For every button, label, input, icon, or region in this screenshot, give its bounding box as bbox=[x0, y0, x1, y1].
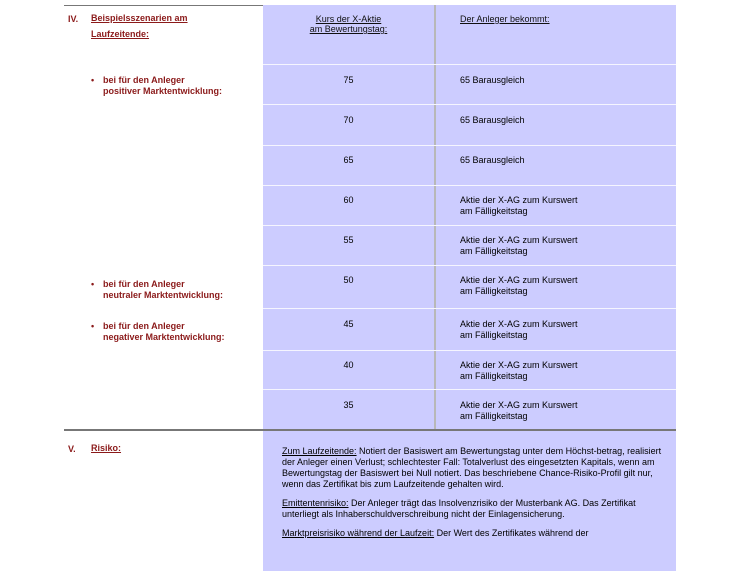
bullet-icon: • bbox=[91, 321, 95, 331]
row-divider bbox=[263, 64, 676, 65]
section-iv-numeral: IV. bbox=[68, 14, 79, 24]
row-divider bbox=[263, 389, 676, 390]
row-divider bbox=[263, 225, 676, 226]
section-v-title: Risiko: bbox=[91, 443, 122, 453]
row-divider bbox=[263, 265, 676, 266]
risk-paragraph-market: Marktpreisrisiko während der Laufzeit: Der Wert des Zertifikates während der bbox=[282, 528, 589, 538]
row-result: Aktie der X-AG zum Kurswert am Fälligkeitstag bbox=[460, 400, 578, 421]
row-price: 35 bbox=[343, 400, 354, 410]
risk-paragraph-issuer: Emittentenrisiko: Der Anleger trägt das Insolvenzrisiko der Musterbank AG. Das Zertifikat unterliegt als Inhaberschuldverschreibung nicht der Einlagensicherung. bbox=[282, 498, 636, 519]
row-price: 70 bbox=[343, 115, 354, 125]
row-result: 65 Barausgleich bbox=[460, 115, 525, 125]
row-divider bbox=[263, 104, 676, 105]
row-divider bbox=[263, 308, 676, 309]
price-column-header: Kurs der X-Aktie am Bewertungstag: bbox=[309, 14, 388, 34]
row-result: 65 Barausgleich bbox=[460, 75, 525, 85]
row-price: 55 bbox=[343, 235, 354, 245]
row-price: 75 bbox=[343, 75, 354, 85]
result-column-header: Der Anleger bekommt: bbox=[460, 14, 550, 24]
row-result: Aktie der X-AG zum Kurswert am Fälligkeitstag bbox=[460, 195, 578, 216]
row-price: 45 bbox=[343, 319, 354, 329]
row-result: 65 Barausgleich bbox=[460, 155, 525, 165]
section-iv-title: Beispielsszenarien am Laufzeitende: bbox=[91, 13, 188, 39]
risk-paragraph-maturity: Zum Laufzeitende: Notiert der Basiswert am Bewertungstag unter dem Höchst-betrag, realisiert der Anleger einen Verlust; schlechtester Fall: Totalverlust des eingesetzten Kapitals, wenn am Bewertungstag der Basiswert bei Null notiert. Das beschriebene Chance-Risiko-Profil gilt nur, wenn das Zertifikat bis zum Laufzeitende gehalten wird. bbox=[282, 446, 662, 489]
row-result: Aktie der X-AG zum Kurswert am Fälligkeitstag bbox=[460, 360, 578, 381]
row-result: Aktie der X-AG zum Kurswert am Fälligkeitstag bbox=[460, 235, 578, 256]
bullet-icon: • bbox=[91, 279, 95, 289]
row-price: 60 bbox=[343, 195, 354, 205]
section-v-numeral: V. bbox=[68, 444, 76, 454]
risk-text bbox=[282, 446, 670, 547]
row-result: Aktie der X-AG zum Kurswert am Fälligkeitstag bbox=[460, 319, 578, 340]
row-price: 40 bbox=[343, 360, 354, 370]
row-price: 50 bbox=[343, 275, 354, 285]
column-divider bbox=[434, 5, 436, 429]
row-result: Aktie der X-AG zum Kurswert am Fälligkeitstag bbox=[460, 275, 578, 296]
row-price: 65 bbox=[343, 155, 354, 165]
bullet-icon: • bbox=[91, 75, 95, 85]
row-divider bbox=[263, 145, 676, 146]
row-divider bbox=[263, 185, 676, 186]
row-divider bbox=[263, 350, 676, 351]
